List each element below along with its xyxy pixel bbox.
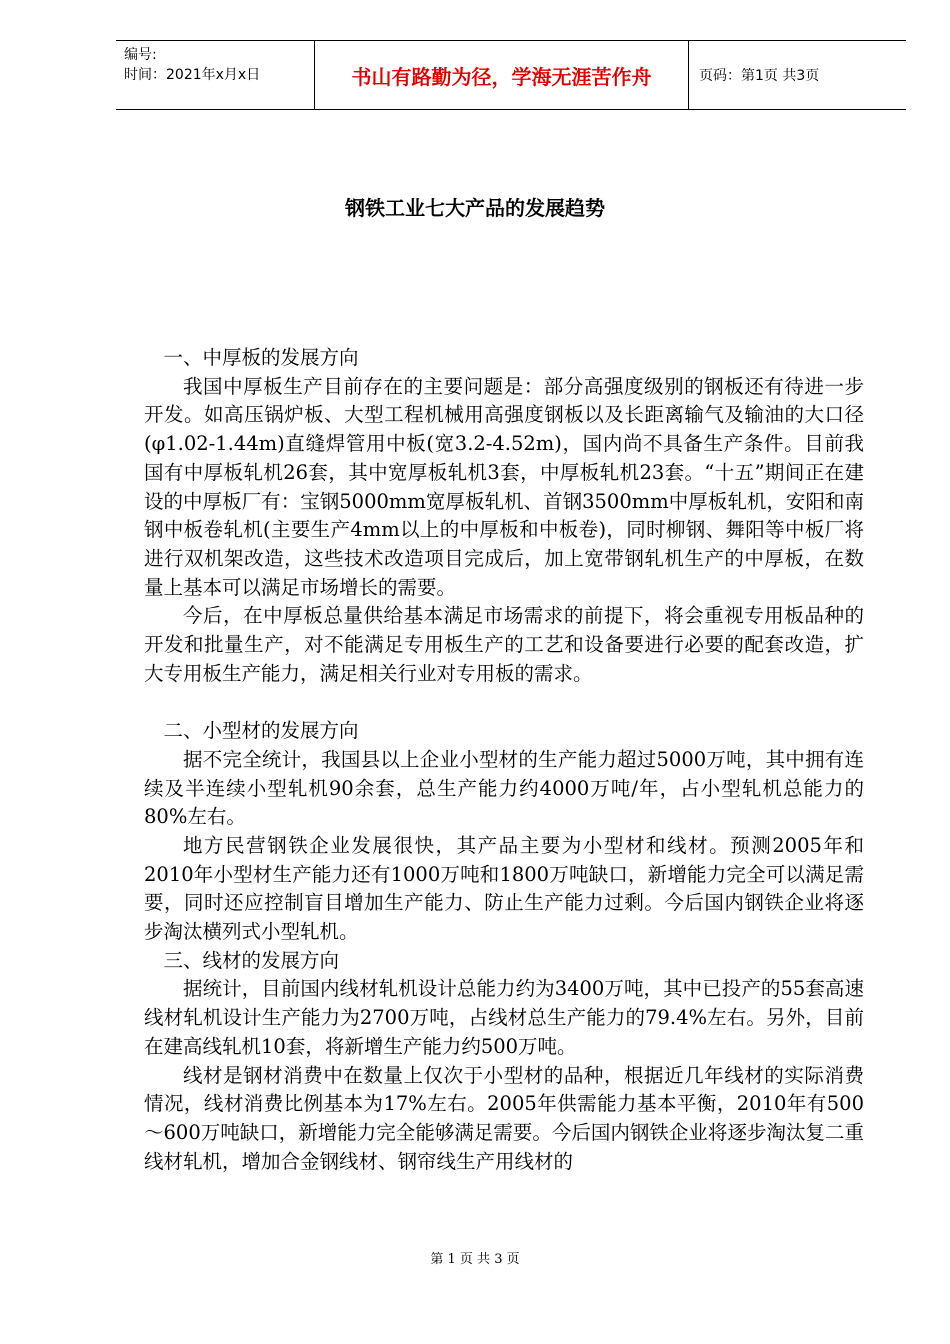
document-time-label: 时间：2021年x月x日	[124, 67, 261, 83]
section-heading: 三、线材的发展方向	[163, 948, 340, 972]
paragraph: 地方民营钢铁企业发展很快，其产品主要为小型材和线材。预测2005年和2010年小型材生产能力还有1000万吨和1800万吨缺口，新增能力完全可以满足需要，同时还应控制盲目增加生产能力、防止生产能力过剩。今后国内钢铁企业将逐步淘汰横列式小型轧机。	[144, 833, 864, 944]
header-page-info: 页码：第1页 共3页	[699, 68, 820, 84]
header-motto: 书山有路勤为径，学海无涯苦作舟	[315, 41, 689, 109]
document-title: 钢铁工业七大产品的发展趋势	[345, 196, 605, 220]
paragraph: 据统计，目前国内线材轧机设计总能力约为3400万吨，其中已投产的55套高速线材轧机设计生产能力为2700万吨，占线材总生产能力的79.4%左右。另外，目前在建高线轧机10套，将新增生产能力约500万吨。	[144, 977, 864, 1058]
header-meta	[116, 41, 315, 109]
section-heading: 一、中厚板的发展方向	[163, 346, 359, 369]
page-header	[116, 40, 906, 110]
paragraph: 今后，在中厚板总量供给基本满足市场需求的前提下，将会重视专用板品种的开发和批量生产，对不能满足专用板生产的工艺和设备要进行必要的配套改造，扩大专用板生产能力，满足相关行业对专用板的需求。	[144, 604, 864, 685]
document-number-label: 编号:	[124, 47, 157, 63]
paragraph-spacer	[144, 688, 864, 717]
paragraph: 线材是钢材消费中在数量上仅次于小型材的品种，根据近几年线材的实际消费情况，线材消费比例基本为17%左右。2005年供需能力基本平衡，2010年有500～600万吨缺口，新增能力完全能够满足需要。今后国内钢铁企业将逐步淘汰复二重线材轧机，增加合金钢线材、钢帘线生产用线材的	[144, 1063, 864, 1173]
paragraph: 据不完全统计，我国县以上企业小型材的生产能力超过5000万吨，其中拥有连续及半连续小型轧机90余套，总生产能力约4000万吨/年，占小型轧机总能力的80%左右。	[144, 747, 864, 829]
page-footer: 第 1 页 共 3 页	[430, 1252, 520, 1267]
paragraph: 我国中厚板生产目前存在的主要问题是：部分高强度级别的钢板还有待进一步开发。如高压锅炉板、大型工程机械用高强度钢板以及长距离输气及输油的大口径(φ1.02-1.44m)直缝焊管用中板(宽3.2-4.52m)，国内尚不具备生产条件。目前我国有中厚板轧机26套，其中宽厚板轧机3套，中厚板轧机23套。“十五”期间正在建设的中厚板厂有：宝钢5000mm宽厚板轧机、首钢3500mm中厚板轧机，安阳和南钢中板卷轧机(主要生产4mm以上的中厚板和中板卷)，同时柳钢、舞阳等中板厂将进行双机架改造，这些技术改造项目完成后，加上宽带钢轧机生产的中厚板，在数量上基本可以满足市场增长的需要。	[144, 374, 864, 599]
section-heading: 二、小型材的发展方向	[163, 719, 359, 743]
document-body	[144, 344, 864, 1176]
